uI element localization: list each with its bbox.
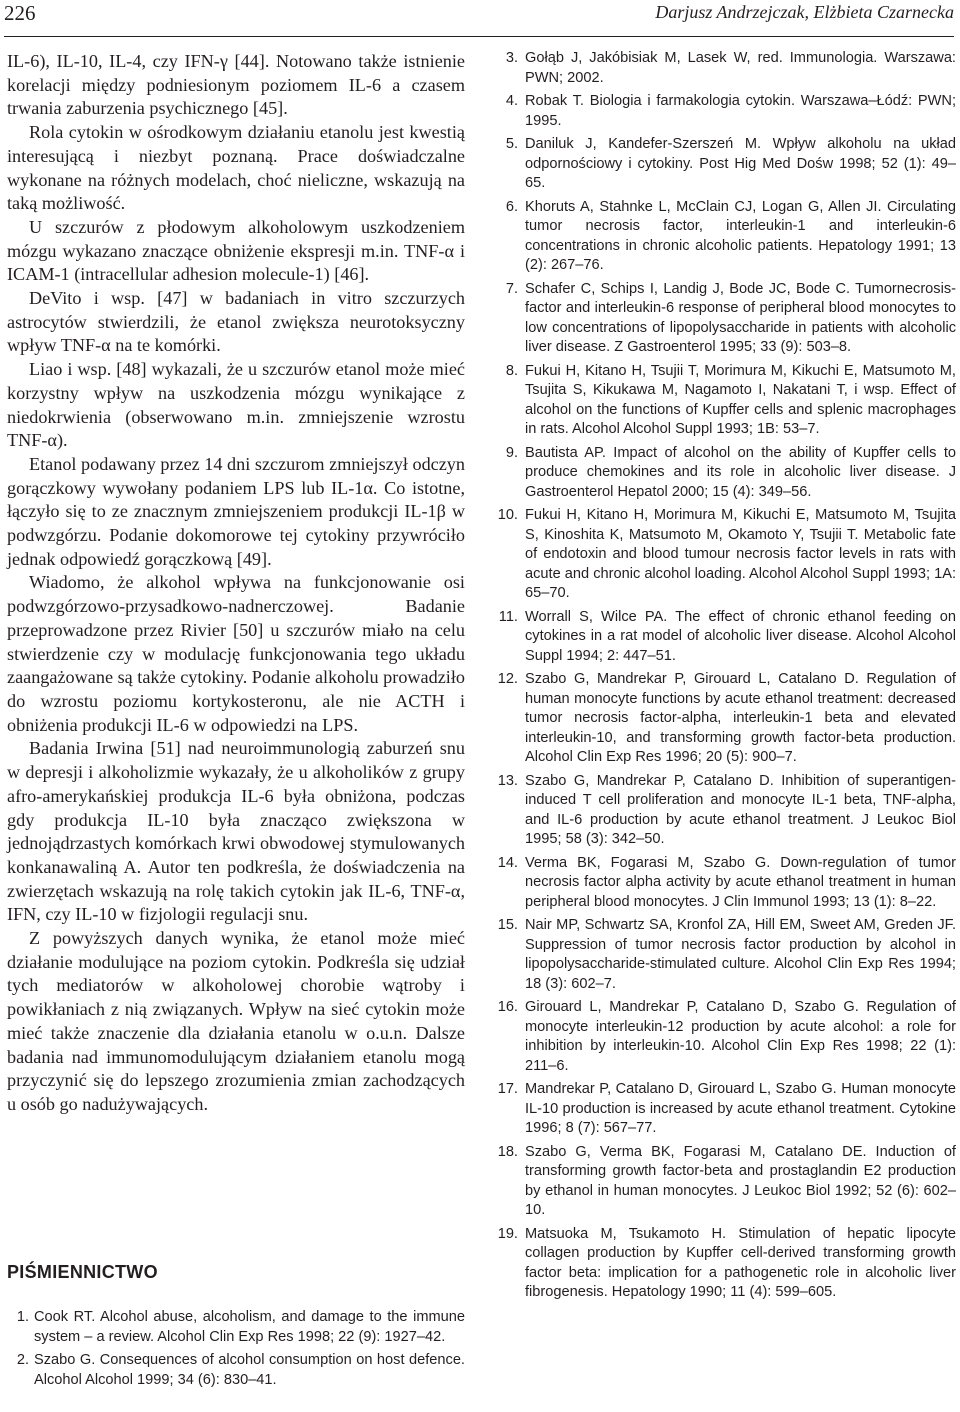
reference-text: Bautista AP. Impact of alcohol on the ability of Kupffer cells to produce chemokines and its role in alcoholic liver disease. J Gastroenterol Hepatol 2000; 15 (4): 349–56. <box>525 444 956 500</box>
reference-number: 15. <box>497 917 518 933</box>
reference-list-left <box>7 1308 465 1394</box>
reference-text: Szabo G, Mandrekar P, Girouard L, Catalano D. Regulation of human monocyte functions by acute ethanol treatment: decreased tumor necrosis factor-alpha, interleukin-1 beta and elevated interleukin-10, and transforming growth factor-beta production. Alcohol Clin Exp Res 1996; 20 (5): 900–7. <box>525 671 956 765</box>
reference-number: 6. <box>505 198 518 215</box>
reference-item <box>7 1351 465 1390</box>
references-heading: PIŚMIENNICTWO <box>7 1262 158 1282</box>
reference-item <box>498 1225 956 1303</box>
reference-number: 10. <box>497 507 518 523</box>
reference-text: Szabo G, Verma BK, Fogarasi M, Catalano DE. Induction of transforming growth factor-beta and prostaglandin E2 production by ethanol in human monocytes. J Leukoc Biol 1992; 52 (6): 602–10. <box>525 1143 956 1218</box>
reference-item <box>498 49 956 88</box>
reference-text: Schafer C, Schips I, Landig J, Bode JC, Bode C. Tumornecrosis-factor and interleukin-6 response of peripheral blood monocytes to low concentrations of lipopolysaccharide in patients with alcoholic liver disease. Z Gastroenterol 1995; 33 (9): 503–8. <box>525 280 956 355</box>
reference-number: 1. <box>16 1309 29 1325</box>
reference-item <box>498 854 956 913</box>
reference-number: 18. <box>497 1143 518 1160</box>
reference-item <box>498 280 956 358</box>
reference-item <box>498 772 956 850</box>
reference-text: Girouard L, Mandrekar P, Catalano D, Szabo G. Regulation of monocyte interleukin-12 production by acute alcohol: a role for inhibition by interleukin-10. Alcohol Clin Exp Res 1998; 22 (1): 211–6. <box>525 999 956 1074</box>
reference-item <box>498 998 956 1076</box>
body-paragraph: Rola cytokin w ośrodkowym działaniu etanolu jest kwestią interesującą i niezbyt poznaną. Prace doświadczalne wykonane na różnych modelach, choć nieliczne, wskazują na taką możliwość. <box>7 122 465 214</box>
reference-text: Daniluk J, Kandefer-Szerszeń M. Wpływ alkoholu na układ odpornościowy i cytokiny. Post Hig Med Dośw 1998; 52 (1): 49–65. <box>525 136 956 191</box>
running-header <box>4 0 954 37</box>
reference-text: Khoruts A, Stahnke L, McClain CJ, Logan G, Allen JI. Circulating tumor necrosis factor, interleukin-1 and interleukin-6 concentrations in chronic alcoholic patients. Hepatology 1991; 13 (2): 267–76. <box>525 198 956 273</box>
reference-text: Nair MP, Schwartz SA, Kronfol ZA, Hill EM, Sweet AM, Greden JF. Suppression of tumor necrosis factor production by alcohol in lipopolysaccharide-stimulated culture. Alcohol Clin Exp Res 1994; 18 (3): 602–7. <box>525 917 956 992</box>
body-paragraph: Etanol podawany przez 14 dni szczurom zmniejszył odczyn gorączkowy wywołany podaniem LPS lub IL-1α. Co istotne, łączyło się to ze znacznym zmniejszeniem produkcji IL-1β w podwzgórzu. Podanie dokomorowe tej cytokiny przywróciło jednak odpowiedź gorączkową [49]. <box>7 453 465 569</box>
reference-text: Fukui H, Kitano H, Tsujii T, Morimura M, Kikuchi E, Matsumoto M, Tsujita S, Kikukawa M, Nagamoto I, Nakatani T, i wsp. Effect of alcohol on the functions of Kupffer cells and splenic macrophages in rats. Alcohol Alcohol Suppl 1993; 1B: 53–7. <box>525 362 956 437</box>
right-column <box>498 49 956 1307</box>
body-paragraph: Z powyższych danych wynika, że etanol może mieć działanie modulujące na poziom cytokin. Podkreśla się udział tych mediatorów w alkoholowej chorobie wątroby i powikłaniach z nią związanych. Wpływ na sieć cytokin może mieć także znaczenie dla działania etanolu w o.u.n. Dalsze badania nad immunomodulującym działaniem etanolu mogą przyczynić się do lepszego zrozumienia zmian zachodzących u osób go nadużywających. <box>7 928 465 1114</box>
reference-number: 14. <box>497 854 518 871</box>
reference-number: 4. <box>505 93 518 109</box>
reference-number: 3. <box>505 50 518 66</box>
body-paragraph: Wiadomo, że alkohol wpływa na funkcjonowanie osi podwzgórzowo-przysadkowo-nadnerczowej. Badanie przeprowadzone przez Rivier [50] u szczurów miało na celu stwierdzenie czy w modulację funkcjonowania tego układu zaangażowane są także cytokiny. Podanie alkoholu prowadziło do wzrostu poziomu kortykosteronu, ale nie ACTH i obniżenia produkcji IL-6 w odpowiedzi na LPS. <box>7 572 465 735</box>
reference-number: 19. <box>497 1225 518 1242</box>
reference-item <box>498 670 956 768</box>
reference-text: Worrall S, Wilce PA. The effect of chronic ethanol feeding on cytokines in a rat model of alcoholic liver disease. Alcohol Alcohol Suppl 1994; 2: 447–51. <box>525 608 956 664</box>
reference-text: Robak T. Biologia i farmakologia cytokin. Warszawa–Łódź: PWN; 1995. <box>525 93 956 129</box>
left-column <box>7 50 465 1117</box>
reference-item <box>498 916 956 994</box>
reference-item <box>498 608 956 667</box>
reference-item <box>498 362 956 440</box>
reference-number: 5. <box>505 136 518 152</box>
reference-list-right <box>498 49 956 1303</box>
page-number: 226 <box>4 1 36 25</box>
reference-number: 7. <box>505 280 518 297</box>
reference-number: 11. <box>498 608 518 625</box>
reference-number: 9. <box>505 444 518 461</box>
reference-text: Fukui H, Kitano H, Morimura M, Kikuchi E, Matsumoto M, Tsujita S, Kinoshita K, Matsumoto M, Okamoto Y, Tsujii T. Metabolic fate of endotoxin and blood tumour necrosis factor levels in rats with acute and chronic alcohol loading. Alcohol Alcohol Suppl 1993; 1A: 65–70. <box>525 507 956 601</box>
reference-number: 13. <box>497 772 518 789</box>
reference-text: Matsuoka M, Tsukamoto H. Stimulation of hepatic lipocyte collagen production by Kupffer cell-derived transforming growth factor beta: implication for a pathogenetic role in alcoholic liver fibrogenesis. Hepatology 1990; 11 (4): 599–605. <box>525 1225 956 1300</box>
reference-number: 8. <box>505 362 518 379</box>
running-head-authors: Darjusz Andrzejczak, Elżbieta Czarnecka <box>655 2 954 22</box>
reference-text: Verma BK, Fogarasi M, Szabo G. Down-regulation of tumor necrosis factor alpha activity by acute ethanol treatment in human peripheral blood monocytes. J Clin Immunol 1993; 13 (1): 8–22. <box>525 854 956 910</box>
body-paragraph: Liao i wsp. [48] wykazali, że u szczurów etanol może mieć korzystny wpływ na uszkodzenia mózgu wynikające z niedokrwienia (obserwowano m.in. zmniejszenie wzrostu TNF-α). <box>7 359 465 451</box>
reference-text: Szabo G. Consequences of alcohol consumption on host defence. Alcohol Alcohol 1999; 34 (6): 830–41. <box>34 1352 465 1388</box>
reference-number: 16. <box>497 999 518 1015</box>
body-paragraph: IL-6), IL-10, IL-4, czy IFN-γ [44]. Notowano także istnienie korelacji między podniesionym poziomem IL-6 a czasem trwania zaburzenia psychicznego [45]. <box>7 51 465 119</box>
reference-text: Gołąb J, Jakóbisiak M, Lasek W, red. Immunologia. Warszawa: PWN; 2002. <box>525 50 956 86</box>
reference-item <box>498 1080 956 1139</box>
reference-text: Cook RT. Alcohol abuse, alcoholism, and damage to the immune system – a review. Alcohol Clin Exp Res 1998; 22 (9): 1927–42. <box>34 1309 465 1345</box>
reference-text: Mandrekar P, Catalano D, Girouard L, Szabo G. Human monocyte IL-10 production is increased by acute ethanol treatment. Cytokine 1996; 8 (7): 567–77. <box>525 1081 956 1136</box>
reference-item <box>498 506 956 604</box>
reference-item <box>498 198 956 276</box>
reference-number: 17. <box>497 1081 518 1097</box>
reference-text: Szabo G, Mandrekar P, Catalano D. Inhibition of superantigen-induced T cell proliferation and monocyte IL-1 beta, TNF-alpha, and IL-6 production by acute ethanol treatment. J Leukoc Biol 1995; 58 (3): 342–50. <box>525 772 956 847</box>
body-paragraph: DeVito i wsp. [47] w badaniach in vitro szczurzych astrocytów stwierdzili, że etanol zwiększa neurotoksyczny wpływ TNF-α na te komórki. <box>7 288 465 356</box>
reference-item <box>498 92 956 131</box>
body-paragraph: U szczurów z płodowym alkoholowym uszkodzeniem mózgu wykazano znaczące obniżenie ekspresji m.in. TNF-α i ICAM-1 (intracellular adhesion molecule-1) [46]. <box>7 216 465 285</box>
reference-number: 2. <box>16 1352 29 1368</box>
reference-item <box>498 1143 956 1221</box>
reference-item <box>498 135 956 194</box>
reference-number: 12. <box>497 671 518 687</box>
reference-item <box>498 444 956 503</box>
reference-item <box>7 1308 465 1347</box>
body-paragraph: Badania Irwina [51] nad neuroimmunologią zaburzeń snu w depresji i alkoholizmie wykazały, że u alkoholików z grupy afro-amerykańskiej produkcja IL-6 była obniżona, podczas gdy produkcja IL-10 była znacząco zwiększona w jednojądrzastych komórkach krwi obwodowej stymulowanych konkanawaliną A. Autor ten podkreśla, że doświadczenia na zwierzętach wskazują na rolę takich cytokin jak IL-6, TNF-α, IFN, czy IL-10 w fizjologii regulacji snu. <box>7 738 465 925</box>
